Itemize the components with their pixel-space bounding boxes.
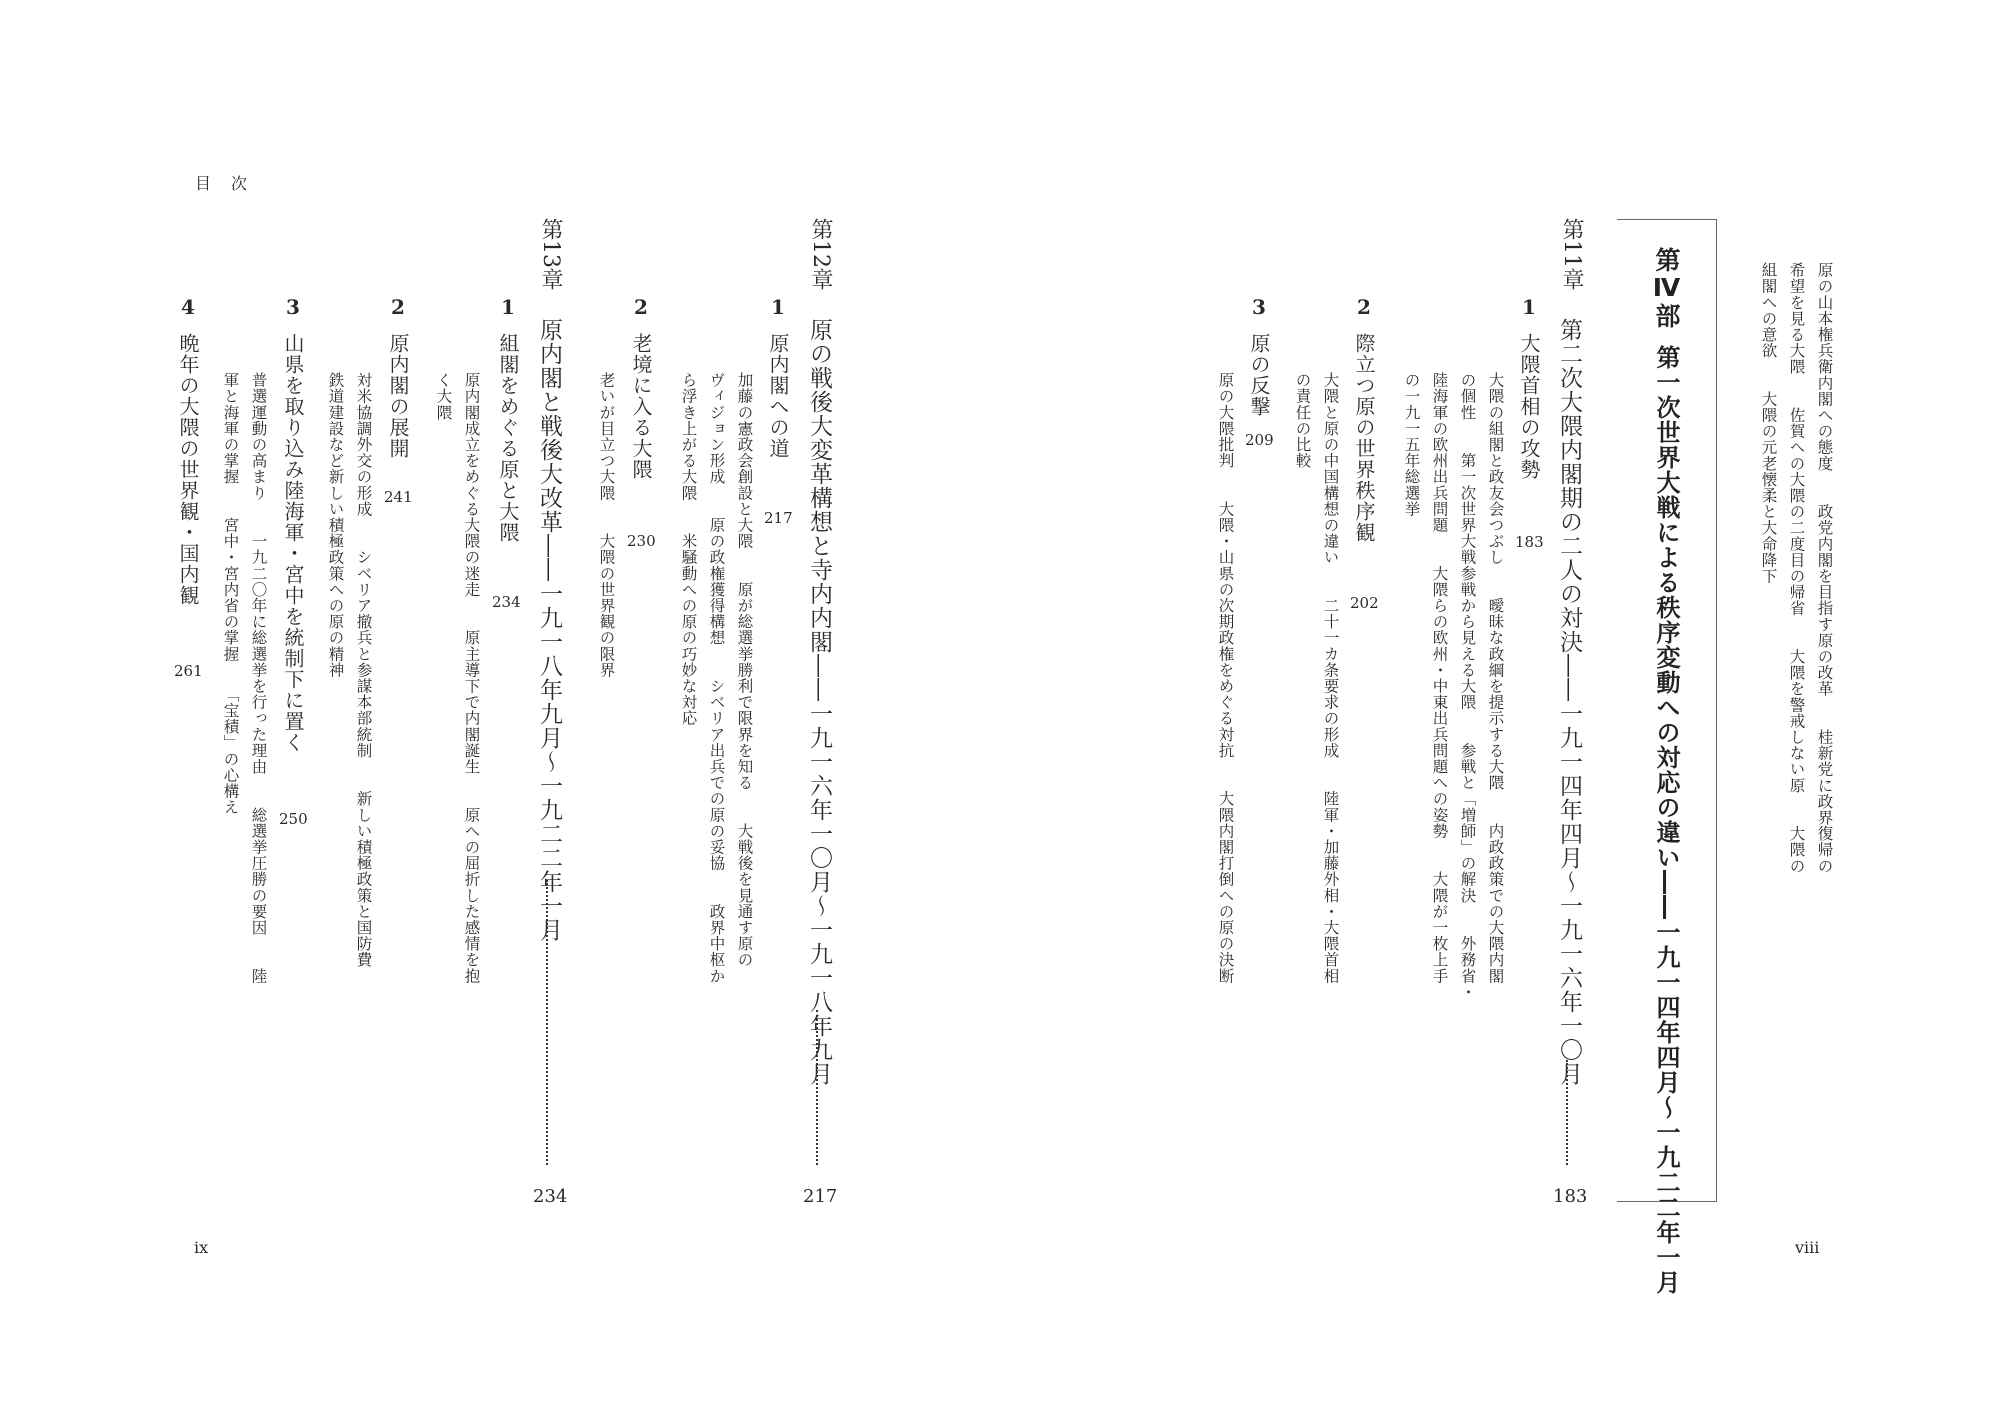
chapter-13-title: 原内閣と戦後大改革――一九一八年九月～一九二二年一月 [536,318,562,942]
prev-topic-line-1: 原の山本権兵衛内閣への態度 政党内閣を目指す原の改革 桂新党に政界復帰の [1815,262,1834,874]
chapter-12-label: 第12章 [808,218,833,290]
ch13-section-3-title: 山県を取り込み陸海軍・宮中を統制下に置く [281,333,305,753]
ch11-s1-topic-2: の個性 第一次世界大戦参戦から見える大隈 参戦と「増師」の解決 外務省・ [1458,372,1477,1000]
ch13-s1-topic-1: 原内閣成立をめぐる大隈の迷走 原主導下で内閣誕生 原への屈折した感情を抱 [462,372,481,984]
page-number-right: viii [1795,1238,1820,1257]
ch13-s1-topic-2: く大隈 [434,372,453,421]
ch12-s2-topic-1: 老いが目立つ大隈 大隈の世界観の限界 [597,372,616,678]
ch13-section-1-title: 組閣をめぐる原と大隈 [496,333,520,543]
ch11-section-2-title: 際立つ原の世界秩序観 [1352,333,1376,543]
ch11-section-2-number: 2 [1357,295,1371,319]
chapter-11-title: 第二次大隈内閣期の二人の対決――一九一四年四月～一九一六年一〇月 [1556,318,1582,1086]
chapter-13-label: 第13章 [538,218,563,290]
ch13-section-2-page: 241 [384,488,413,506]
ch12-section-1-title: 原内閣への道 [766,333,790,459]
ch11-s2-topic-2: の責任の比較 [1293,372,1312,469]
ch13-section-1-number: 1 [501,295,515,319]
chapter-12-page: 217 [803,1186,838,1207]
ch12-s1-topic-3: ら浮き上がる大隈 米騒動への原の巧妙な対応 [679,372,698,727]
chapter-13-page: 234 [533,1186,568,1207]
ch13-s2-topic-1: 対米協調外交の形成 シベリア撤兵と参謀本部統制 新しい積極政策と国防費 [354,372,373,968]
chapter-12-title: 原の戦後大変革構想と寺内内閣――一九一六年一〇月～一九一八年九月 [806,318,832,1086]
ch12-section-2-title: 老境に入る大隈 [629,333,653,480]
chapter-11-label: 第11章 [1559,218,1584,290]
ch11-section-1-title: 大隈首相の攻勢 [1517,333,1541,480]
part-label: 第Ⅳ部 [1652,247,1681,329]
chapter-13-leader [546,880,548,1165]
ch12-s1-topic-2: ヴィジョン形成 原の政権獲得構想 シベリア出兵での原の妥協 政界中枢か [707,372,726,984]
ch13-section-1-page: 234 [492,593,521,611]
ch12-section-1-number: 1 [771,295,785,319]
ch11-s1-topic-1: 大隈の組閣と政友会つぶし 曖昧な政綱を提示する大隈 内政政策での大隈内閣 [1486,372,1505,984]
ch11-section-3-number: 3 [1252,295,1266,319]
ch11-s3-topic-1: 原の大隈批判 大隈・山県の次期政権をめぐる対抗 大隈内閣打倒への原の決断 [1216,372,1235,984]
running-head: 目 次 [195,174,250,193]
ch13-s3-topic-1: 普選運動の高まり 一九二〇年に総選挙を行った理由 総選挙圧勝の要因 陸 [249,372,268,984]
ch12-s1-topic-1: 加藤の憲政会創設と大隈 原が総選挙勝利で限界を知る 大戦後を見通す原の [735,372,754,968]
ch11-section-3-title: 原の反撃 [1247,333,1271,417]
chapter-11-page: 183 [1553,1186,1588,1207]
ch13-s3-topic-2: 軍と海軍の掌握 宮中・宮内省の掌握 「宝積」の心構え [221,372,240,816]
ch11-section-2-page: 202 [1350,594,1379,612]
ch12-section-2-number: 2 [634,295,648,319]
ch11-section-1-number: 1 [1522,295,1536,319]
page-number-left: ix [194,1238,209,1257]
prev-topic-line-2: 希望を見る大隈 佐賀への大隈の二度目の帰省 大隈を警戒しない原 大隈の [1787,262,1806,874]
ch11-s2-topic-1: 大隈と原の中国構想の違い 二十一カ条要求の形成 陸軍・加藤外相・大隈首相 [1321,372,1340,984]
ch11-section-1-page: 183 [1515,533,1544,551]
ch13-section-2-title: 原内閣の展開 [386,333,410,459]
prev-topic-line-3: 組閣への意欲 大隈の元老懐柔と大命降下 [1759,262,1778,584]
ch13-s2-topic-2: 鉄道建設など新しい積極政策への原の精神 [326,372,345,678]
ch13-section-3-number: 3 [286,295,300,319]
ch13-section-4-page: 261 [174,662,203,680]
ch12-section-2-page: 230 [627,532,656,550]
ch12-section-1-page: 217 [764,509,793,527]
chapter-11-leader [1566,1060,1568,1165]
ch13-section-4-title: 晩年の大隈の世界観・国内観 [176,333,200,606]
ch13-section-4-number: 4 [181,295,195,319]
chapter-12-leader [816,1010,818,1165]
ch13-section-3-page: 250 [279,810,308,828]
ch11-s1-topic-4: の一九一五年総選挙 [1402,372,1421,517]
part-title: 第一次世界大戦による秩序変動への対応の違い――一九一四年四月～一九二二年一月 [1652,345,1680,1295]
ch11-s1-topic-3: 陸海軍の欧州出兵問題 大隈らの欧州・中東出兵問題への姿勢 大隈が一枚上手 [1430,372,1449,984]
ch13-section-2-number: 2 [391,295,405,319]
ch11-section-3-page: 209 [1245,431,1274,449]
